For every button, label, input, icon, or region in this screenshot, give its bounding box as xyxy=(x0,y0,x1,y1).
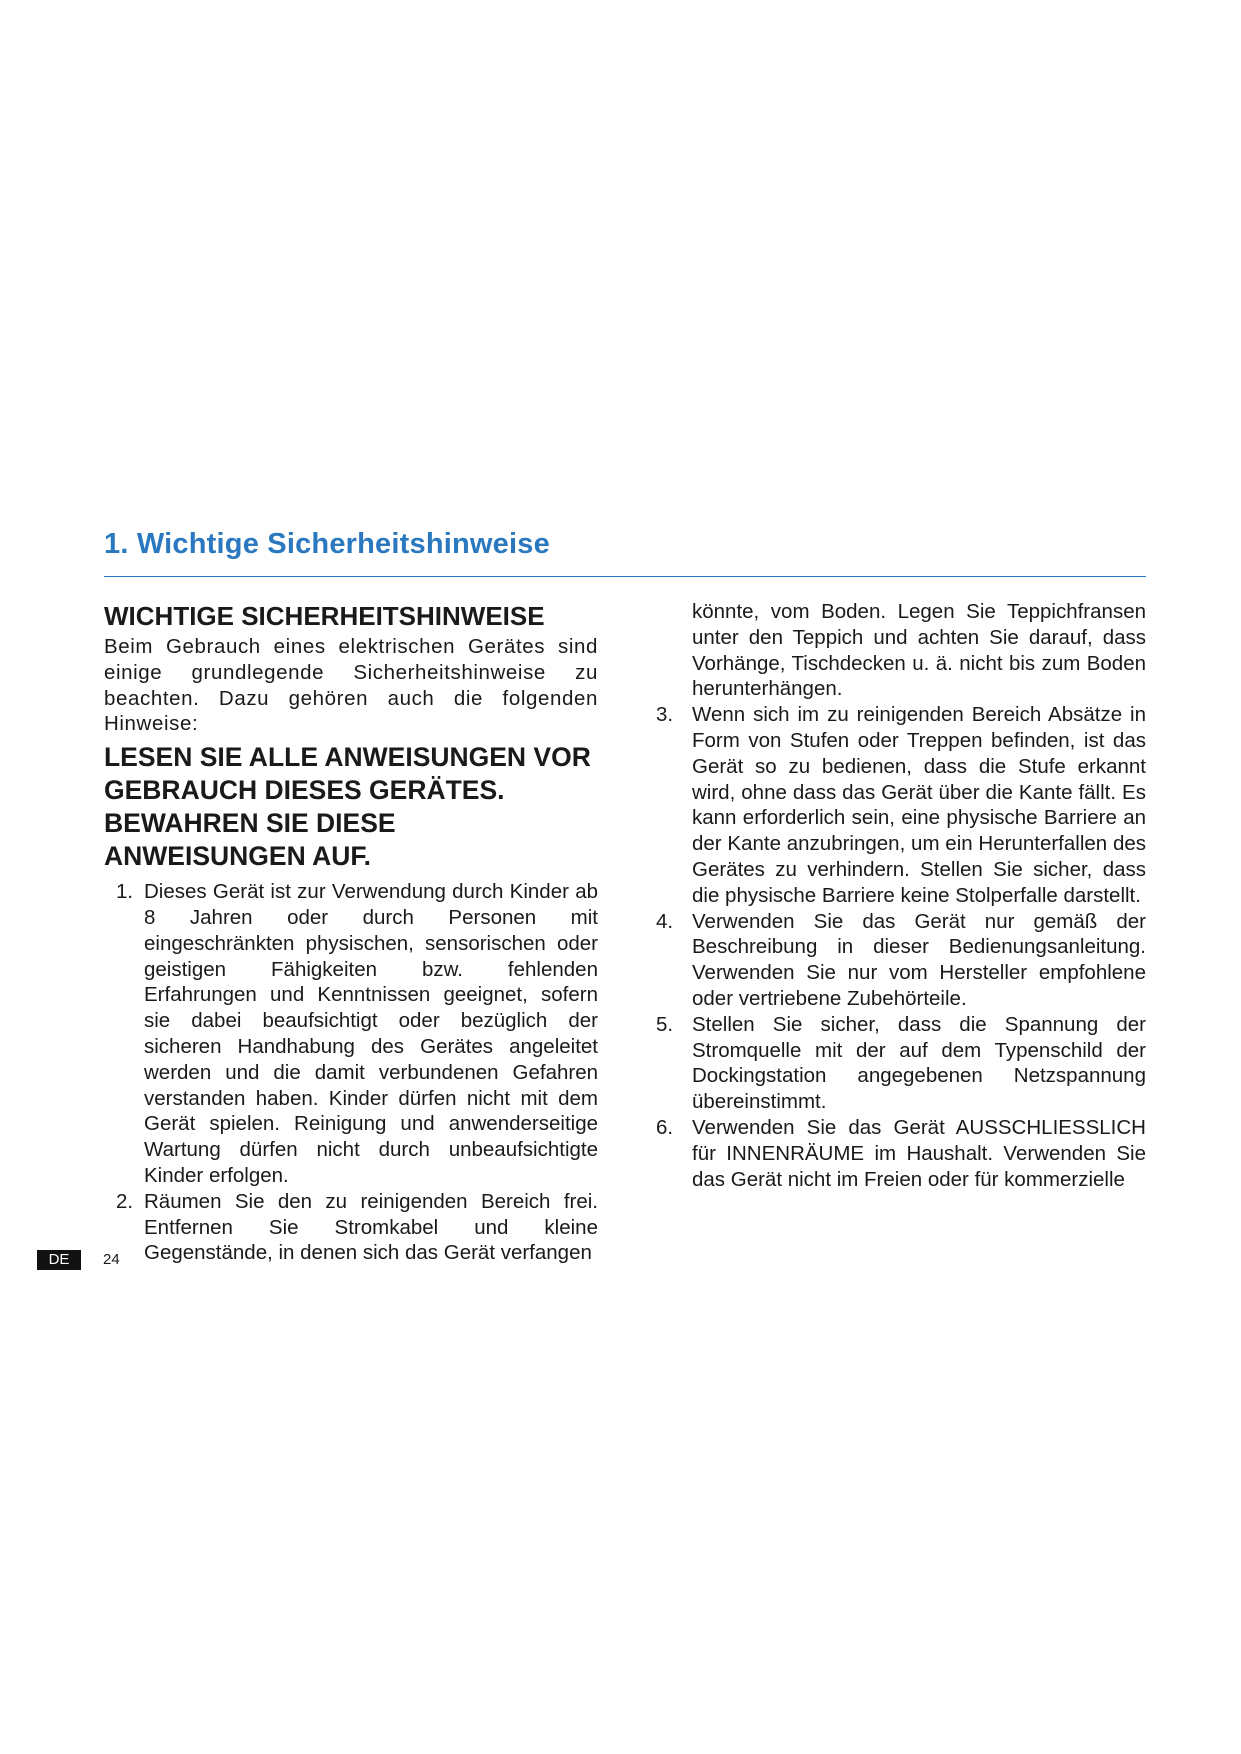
list-item xyxy=(656,909,1146,1012)
list-item-text: Stellen Sie sicher, dass die Spannung der Stromquelle mit der auf dem Typenschild der Dockingstation angegebenen Netzspannung übereinstimmt. xyxy=(692,1012,1146,1114)
list-item-number: 1. xyxy=(116,880,134,904)
page-number: 24 xyxy=(103,1251,120,1268)
list-item-number: 5. xyxy=(656,1012,674,1036)
intro-paragraph: Beim Gebrauch eines elektrischen Gerätes sind einige grundlegende Sicherheitshinweise zu beachten. Dazu gehören auch die folgenden Hinweise: xyxy=(104,635,598,736)
title-divider xyxy=(104,576,1146,577)
list-item xyxy=(104,879,598,1189)
list-item-number: 3. xyxy=(656,703,674,727)
list-item-text: Räumen Sie den zu reinigenden Bereich frei. Entfernen Sie Stromkabel und kleine Gegenstände, in denen sich das Gerät verfangen xyxy=(144,1189,598,1265)
list-item-text: Dieses Gerät ist zur Verwendung durch Kinder ab 8 Jahren oder durch Personen mit eingeschränkten physischen, sensorischen oder geistigen Fähigkeiten bzw. fehlenden Erfahrungen und Kenntnissen geeignet, sofern sie dabei beaufsichtigt oder bezüglich der sicheren Handhabung des Gerätes angeleitet werden und die damit verbundenen Gefahren verstanden haben. Kinder dürfen nicht mit dem Gerät spielen. Reinigung und anwenderseitige Wartung dürfen nicht durch unbeaufsichtigte Kinder erfolgen. xyxy=(144,880,598,1187)
list-item-number: 4. xyxy=(656,909,674,933)
list-item xyxy=(656,1115,1146,1192)
warning-line: BEWAHREN SIE DIESE xyxy=(104,808,396,839)
safety-list-right xyxy=(656,702,1146,1192)
warning-line: LESEN SIE ALLE ANWEISUNGEN VOR xyxy=(104,742,591,773)
list-item xyxy=(104,1189,598,1266)
item-2-continuation: könnte, vom Boden. Legen Sie Teppichfransen unter den Teppich und achten Sie darauf, dass Vorhänge, Tischdecken u. ä. nicht bis zum Boden herunterhängen. xyxy=(692,600,1146,701)
section-title: 1. Wichtige Sicherheitshinweise xyxy=(104,528,550,560)
read-instructions-warning xyxy=(104,741,598,873)
warning-line: ANWEISUNGEN AUF. xyxy=(104,841,371,872)
list-item-text: Verwenden Sie das Gerät AUSSCHLIESSLICH für INNENRÄUME im Haushalt. Verwenden Sie das Gerät nicht im Freien oder für kommerzielle xyxy=(692,1115,1146,1191)
left-column xyxy=(104,600,598,1266)
safety-subheading: WICHTIGE SICHERHEITSHINWEISE xyxy=(104,601,545,631)
warning-line: GEBRAUCH DIESES GERÄTES. xyxy=(104,775,505,806)
list-item-number: 2. xyxy=(116,1189,134,1213)
list-item xyxy=(656,1012,1146,1115)
list-item xyxy=(656,702,1146,908)
list-item-text: Verwenden Sie das Gerät nur gemäß der Beschreibung in dieser Bedienungsanleitung. Verwenden Sie nur vom Hersteller empfohlene oder vertriebene Zubehörteile. xyxy=(692,909,1146,1010)
safety-list-left xyxy=(104,879,598,1266)
list-item-number: 6. xyxy=(656,1115,674,1139)
list-item-text: Wenn sich im zu reinigenden Bereich Absätze in Form von Stufen oder Treppen befinden, ist das Gerät so zu bedienen, dass die Stufe erkannt wird, ohne dass das Gerät über die Kante fällt. Es kann erforderlich sein, eine physische Barriere an der Kante anzubringen, um ein Herunterfallen des Gerätes zu verhindern. Stellen Sie sicher, dass die physische Barriere keine Stolperfalle darstellt. xyxy=(692,703,1146,907)
right-column xyxy=(656,599,1146,1192)
language-badge: DE xyxy=(37,1250,81,1270)
